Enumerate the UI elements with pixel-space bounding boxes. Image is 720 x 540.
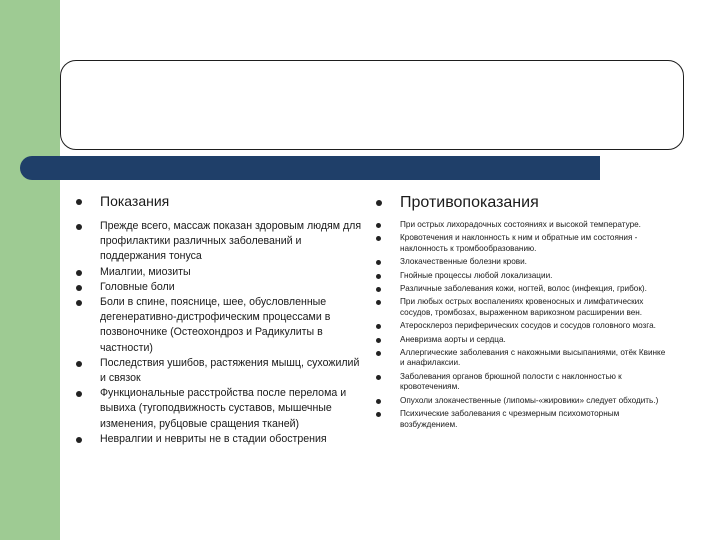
list-item-text: Аллергические заболевания с накожными высыпаниями, отёк Квинке и анафилаксии.	[400, 348, 666, 368]
list-item-text: Различные заболевания кожи, ногтей, волос (инфекция, грибок).	[400, 284, 647, 294]
list-item	[376, 372, 672, 393]
list-item	[376, 220, 672, 230]
bullet-icon	[76, 224, 82, 230]
list-item-text: Головные боли	[100, 280, 175, 293]
bullet-icon	[76, 437, 82, 443]
list-item	[376, 321, 672, 331]
list-item-text: Атеросклероз периферических сосудов и сосудов головного мозга.	[400, 321, 656, 331]
list-item-text: Невралгии и невриты не в стадии обострения	[100, 432, 327, 445]
bullet-icon	[376, 399, 381, 404]
indications-heading: Показания	[100, 193, 170, 209]
list-item	[76, 265, 366, 280]
list-item-text: Функциональные расстройства после перелома и вывиха (тугоподвижность суставов, мышечные изменения, рубцовые сращения тканей)	[100, 387, 347, 430]
list-item-text: Злокачественные болезни крови.	[400, 257, 527, 267]
bullet-icon	[376, 324, 381, 329]
list-item	[376, 233, 672, 254]
indications-column	[76, 193, 366, 447]
bullet-icon	[376, 274, 381, 279]
bullet-icon	[376, 223, 381, 228]
list-item	[376, 335, 672, 345]
bullet-icon	[376, 351, 381, 356]
list-item	[76, 295, 366, 356]
list-item-text: Миалгии, миозиты	[100, 265, 191, 278]
list-item-text: При любых острых воспалениях кровеносных и лимфатических сосудов, тромбозах, выраженном варикозном расширении вен.	[400, 297, 644, 317]
list-item	[76, 280, 366, 295]
list-item-text: Заболевания органов брюшной полости с наклонностью к кровотечениям.	[400, 371, 622, 392]
bullet-icon	[376, 375, 381, 380]
list-item	[76, 219, 366, 265]
list-item	[376, 284, 672, 294]
list-item	[76, 356, 366, 386]
list-item-text: Боли в спине, пояснице, шее, обусловленные дегенеративно-дистрофическим процессами в позвоночнике (Остеохондроз и Радикулиты в частности)	[100, 296, 331, 354]
list-item-text: Прежде всего, массаж показан здоровым людям для профилактики различных заболеваний и поддержания тонуса	[100, 220, 362, 263]
list-item	[376, 271, 672, 281]
list-item	[376, 257, 672, 267]
list-item	[376, 396, 672, 406]
indications-heading-item	[76, 193, 366, 210]
bullet-icon	[376, 300, 381, 305]
bullet-icon	[76, 391, 82, 397]
list-item	[376, 409, 672, 430]
title-box	[60, 60, 684, 150]
bullet-icon	[376, 260, 381, 265]
list-item	[376, 297, 672, 318]
bullet-icon	[376, 287, 381, 292]
bullet-icon	[376, 236, 381, 241]
list-item-text: Последствия ушибов, растяжения мышц, сухожилий и связок	[100, 356, 360, 385]
list-item	[76, 386, 366, 432]
bullet-icon	[376, 200, 382, 206]
list-item-text: Аневризма аорты и сердца.	[400, 334, 506, 344]
bullet-icon	[76, 285, 82, 291]
title-bar	[20, 156, 600, 180]
list-item-text: Психические заболевания с чрезмерным психомоторным возбуждением.	[400, 409, 620, 429]
bullet-icon	[376, 338, 381, 343]
bullet-icon	[76, 270, 82, 276]
contraindications-heading: Противопоказания	[400, 194, 539, 211]
list-item	[76, 432, 366, 447]
contraindications-column	[376, 193, 672, 433]
bullet-icon	[76, 361, 82, 367]
list-item-text: Опухоли злокачественные (липомы-«жировики» следует обходить.)	[400, 395, 659, 405]
bullet-icon	[76, 300, 82, 306]
list-item-text: При острых лихорадочных состояниях и высокой температуре.	[400, 220, 641, 229]
bullet-icon	[376, 412, 381, 417]
list-item	[376, 348, 672, 369]
contraindications-heading-item	[376, 193, 672, 213]
list-item-text: Гнойные процессы любой локализации.	[400, 270, 553, 280]
list-item-text: Кровотечения и наклонность к ним и обратные им состояния - наклонность к тромбообразованию.	[400, 233, 638, 253]
bullet-icon	[76, 199, 82, 205]
